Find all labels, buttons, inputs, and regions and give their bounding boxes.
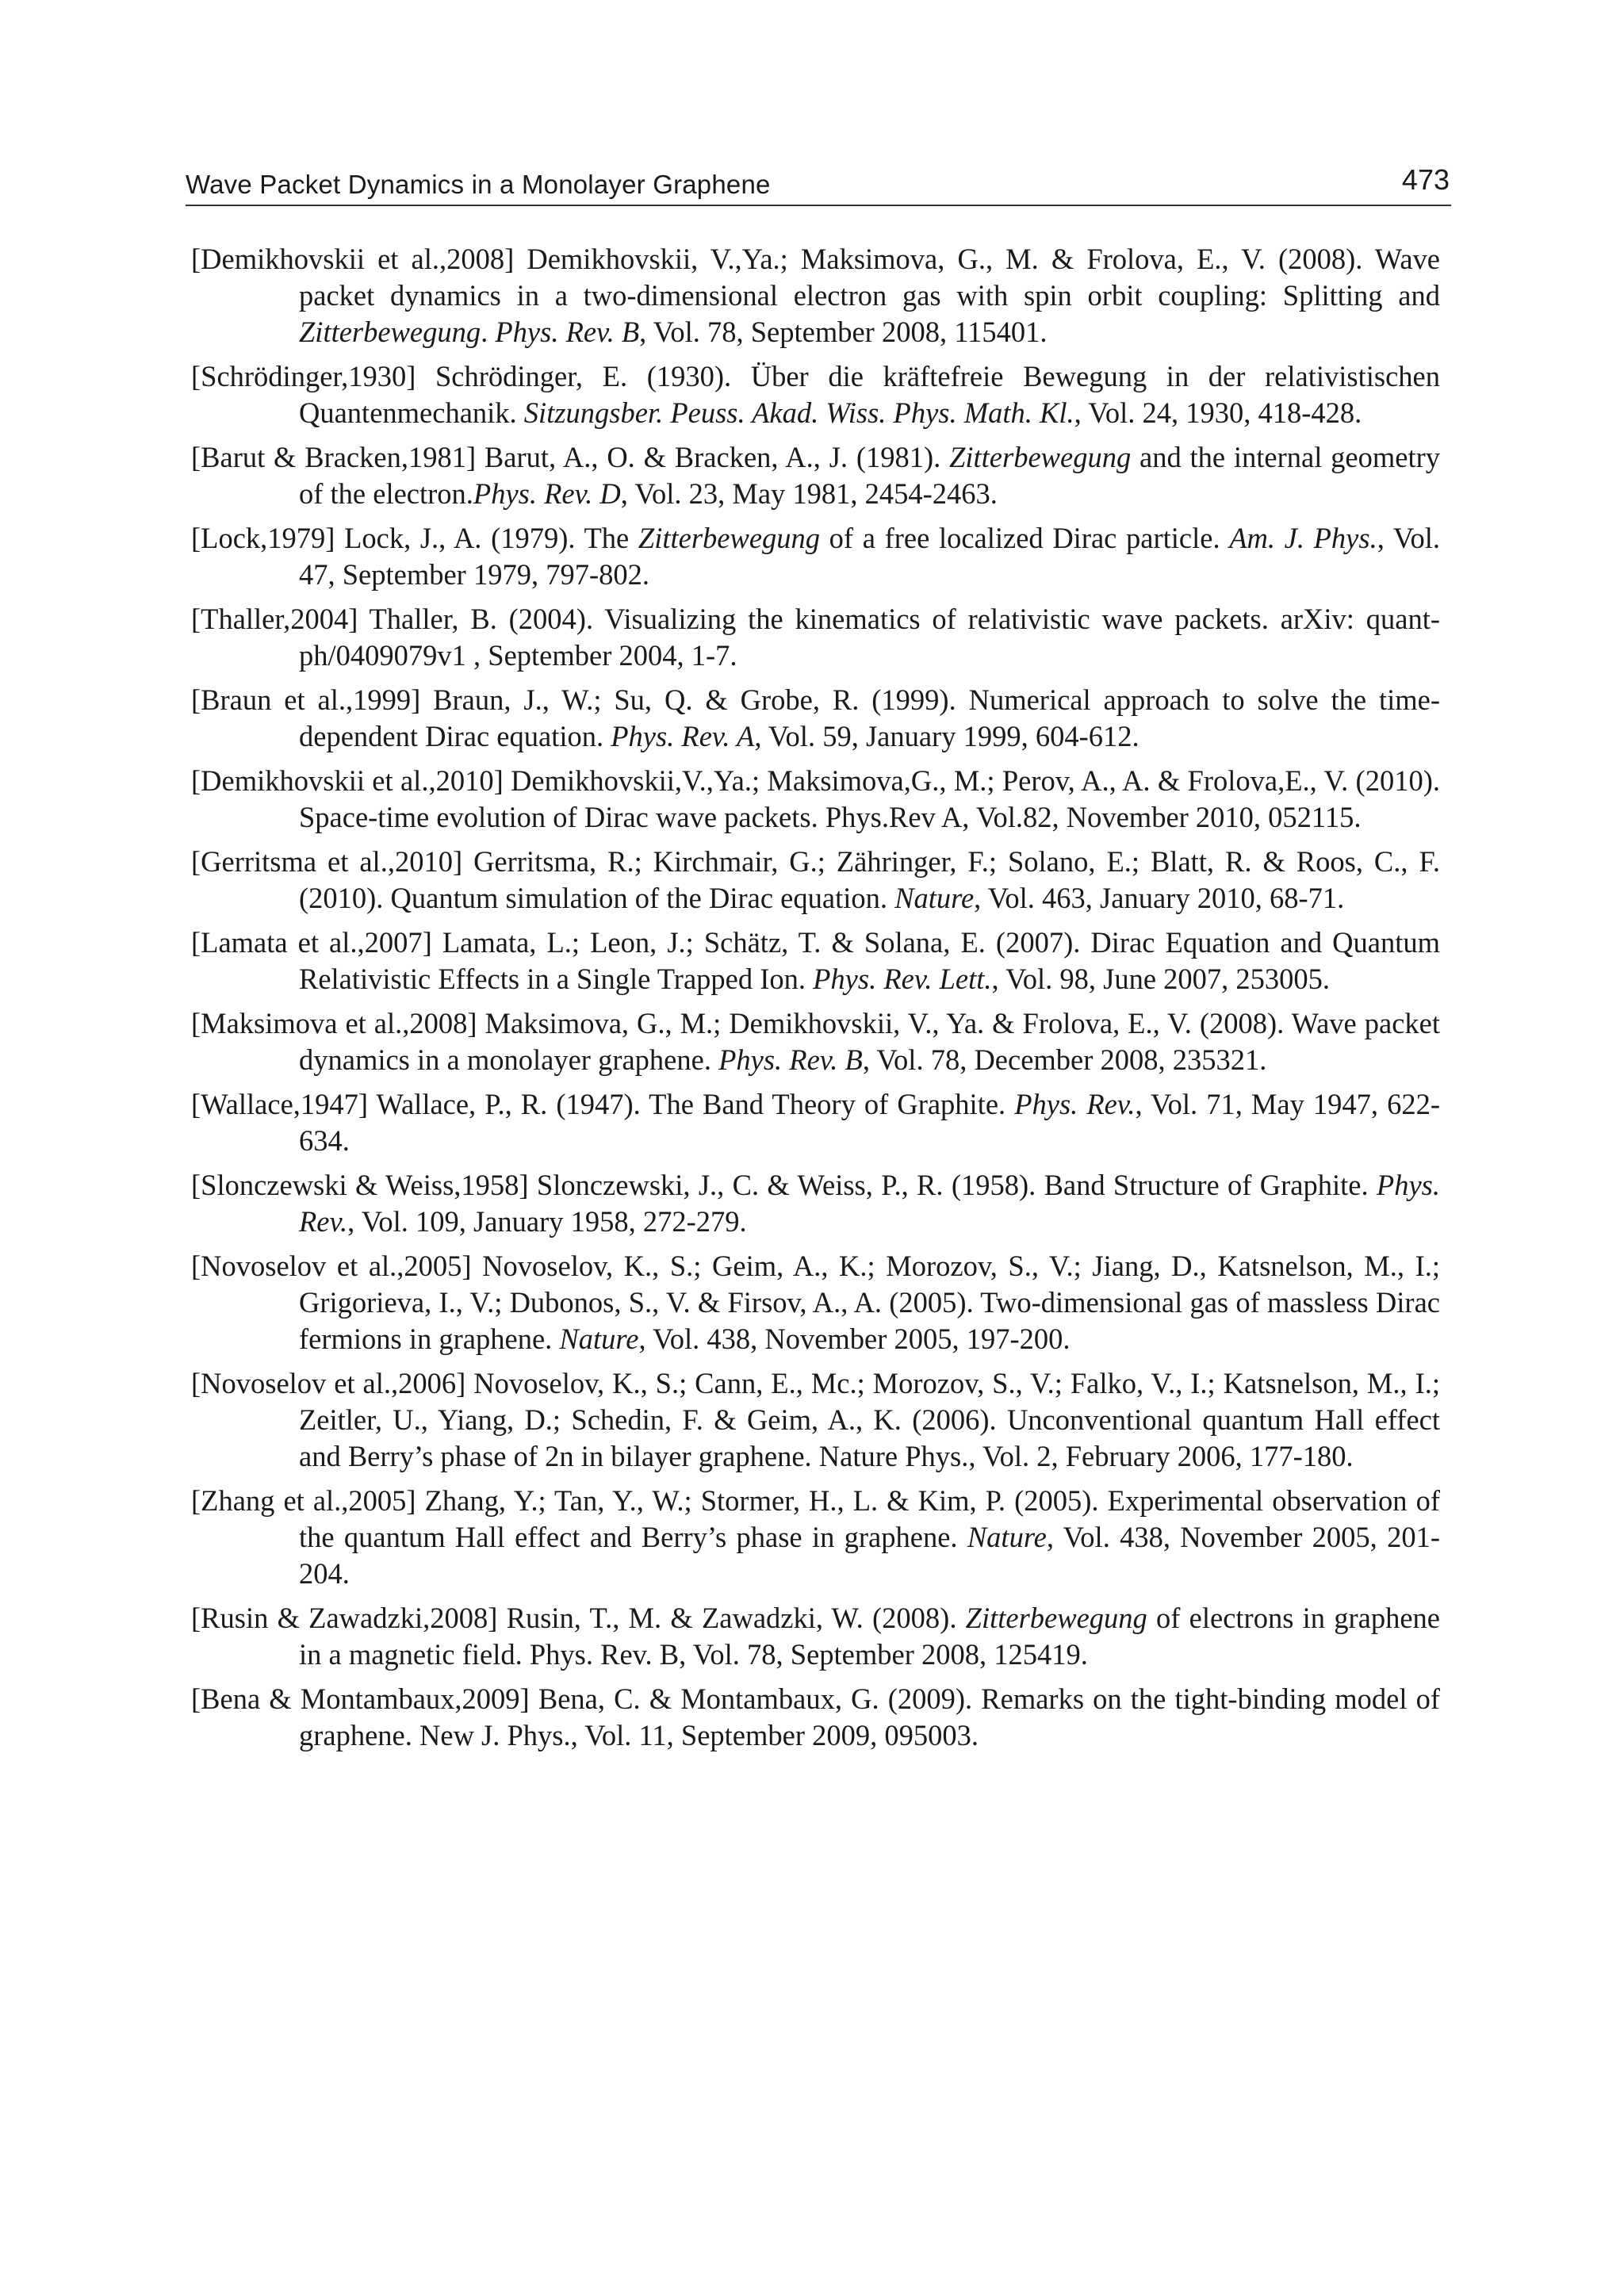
- reference-text: Braun, J., W.; Su, Q. & Grobe, R. (1999). Numerical approach to solve the time-dependent Dirac equation.: [299, 683, 1440, 752]
- reference-key: [Demikhovskii et al.,2008]: [191, 243, 515, 275]
- reference-key: [Bena & Montambaux,2009]: [191, 1682, 530, 1715]
- reference-text: Schrödinger, E. (1930). Über die kräftefreie Bewegung in der relativistischen Quantenmechanik.: [299, 360, 1440, 429]
- reference-entry: [191, 924, 1440, 997]
- reference-italic-text: Am. J. Phys.: [1229, 522, 1377, 554]
- reference-text: Novoselov, K., S.; Geim, A., K.; Morozov, S., V.; Jiang, D., Katsnelson, M., I.; Grigorieva, I., V.; Dubonos, S., V. & Firsov, A., A. (2005). Two-dimensional gas of massless Dirac fermions in graphene.: [299, 1250, 1441, 1355]
- reference-text: Thaller, B. (2004). Visualizing the kinematics of relativistic wave packets. arXiv: quant-ph/0409079v1 , September 2004, 1-7.: [299, 603, 1440, 672]
- page-number: 473: [1401, 163, 1450, 196]
- reference-text: .: [481, 316, 496, 348]
- reference-text: Zhang, Y.; Tan, Y., W.; Stormer, H., L. & Kim, P. (2005). Experimental observation of the quantum Hall effect and Berry’s phase in graphene.: [299, 1484, 1440, 1553]
- reference-entry: [191, 358, 1440, 431]
- reference-italic-text: Nature: [894, 882, 975, 914]
- reference-key: [Lamata et al.,2007]: [191, 926, 432, 959]
- reference-text: of a free localized Dirac particle.: [820, 522, 1230, 554]
- reference-text: of electrons in graphene in a magnetic field. Phys. Rev. B, Vol. 78, September 2008, 125419.: [299, 1602, 1440, 1671]
- reference-text: and the internal geometry of the electron.: [299, 441, 1440, 510]
- reference-key: [Rusin & Zawadzki,2008]: [191, 1602, 498, 1634]
- reference-text: Gerritsma, R.; Kirchmair, G.; Zähringer, F.; Solano, E.; Blatt, R. & Roos, C., F. (2010). Quantum simulation of the Dirac equation.: [299, 845, 1440, 914]
- reference-italic-text: Zitterbewegung: [949, 441, 1132, 473]
- reference-key: [Barut & Bracken,1981]: [191, 441, 477, 473]
- reference-key: [Zhang et al.,2005]: [191, 1484, 416, 1517]
- reference-text: , Vol. 23, May 1981, 2454-2463.: [620, 477, 998, 510]
- reference-entry: [191, 1086, 1440, 1159]
- reference-entry: [191, 1005, 1440, 1078]
- reference-text: Maksimova, G., M.; Demikhovskii, V., Ya. & Frolova, E., V. (2008). Wave packet dynamics in a monolayer graphene.: [299, 1007, 1440, 1076]
- reference-text: Demikhovskii, V.,Ya.; Maksimova, G., M. & Frolova, E., V. (2008). Wave packet dynamics in a two-dimensional electron gas with spin orbit coupling: Splitting and: [299, 243, 1440, 312]
- reference-entry: [191, 1248, 1440, 1357]
- reference-key: [Demikhovskii et al.,2010]: [191, 764, 504, 797]
- reference-text: , Vol. 78, December 2008, 235321.: [862, 1043, 1267, 1076]
- reference-entry: [191, 1365, 1440, 1475]
- reference-text: , Vol. 438, November 2005, 197-200.: [638, 1323, 1071, 1355]
- reference-italic-text: Nature: [559, 1323, 639, 1355]
- reference-text: Slonczewski, J., C. & Weiss, P., R. (1958). Band Structure of Graphite.: [528, 1169, 1377, 1201]
- reference-entry: [191, 241, 1440, 350]
- reference-text: , Vol. 109, January 1958, 272-279.: [347, 1205, 747, 1238]
- reference-entry: [191, 601, 1440, 674]
- reference-entry: [191, 439, 1440, 512]
- reference-text: Demikhovskii,V.,Ya.; Maksimova,G., M.; Perov, A., A. & Frolova,E., V. (2010). Space-time evolution of Dirac wave packets. Phys.Rev A, Vol.82, November 2010, 052115.: [299, 764, 1440, 833]
- reference-italic-text: Sitzungsber. Peuss. Akad. Wiss. Phys. Math. Kl.: [523, 396, 1074, 429]
- reference-entry: [191, 520, 1440, 593]
- reference-italic-text: Phys. Rev. D: [473, 477, 621, 510]
- reference-key: [Wallace,1947]: [191, 1088, 369, 1120]
- reference-italic-text: Zitterbewegung: [965, 1602, 1147, 1634]
- reference-text: Lock, J., A. (1979). The: [335, 522, 638, 554]
- reference-key: [Gerritsma et al.,2010]: [191, 845, 463, 878]
- running-title: Wave Packet Dynamics in a Monolayer Graphene: [186, 170, 771, 199]
- reference-italic-text: Phys. Rev.: [299, 1169, 1440, 1238]
- reference-text: , Vol. 24, 1930, 418-428.: [1074, 396, 1362, 429]
- reference-key: [Thaller,2004]: [191, 603, 358, 635]
- reference-entry: [191, 1681, 1440, 1754]
- reference-text: , Vol. 98, June 2007, 253005.: [991, 963, 1331, 995]
- reference-italic-text: Phys. Rev. B: [718, 1043, 863, 1076]
- reference-text: , Vol. 463, January 2010, 68-71.: [974, 882, 1345, 914]
- reference-key: [Maksimova et al.,2008]: [191, 1007, 477, 1039]
- reference-key: [Slonczewski & Weiss,1958]: [191, 1169, 529, 1201]
- reference-text: , Vol. 71, May 1947, 622-634.: [299, 1088, 1440, 1157]
- reference-italic-text: Phys. Rev.: [1014, 1088, 1136, 1120]
- reference-italic-text: Zitterbewegung: [638, 522, 821, 554]
- reference-text: Lamata, L.; Leon, J.; Schätz, T. & Solana, E. (2007). Dirac Equation and Quantum Relativistic Effects in a Single Trapped Ion.: [299, 926, 1441, 995]
- reference-italic-text: Phys. Rev. B: [495, 316, 640, 348]
- reference-text: Bena, C. & Montambaux, G. (2009). Remarks on the tight-binding model of graphene. New J. Phys., Vol. 11, September 2009, 095003.: [299, 1682, 1440, 1751]
- reference-text: , Vol. 438, November 2005, 201-204.: [299, 1521, 1440, 1590]
- reference-entry: [191, 763, 1440, 836]
- reference-text: Wallace, P., R. (1947). The Band Theory of Graphite.: [368, 1088, 1015, 1120]
- reference-italic-text: Nature: [967, 1521, 1047, 1553]
- reference-key: [Novoselov et al.,2006]: [191, 1367, 466, 1399]
- reference-key: [Novoselov et al.,2005]: [191, 1250, 472, 1282]
- reference-text: Rusin, T., M. & Zawadzki, W. (2008).: [497, 1602, 966, 1634]
- reference-italic-text: Phys. Rev. A: [611, 720, 755, 752]
- reference-entry: [191, 1483, 1440, 1592]
- reference-text: Barut, A., O. & Bracken, A., J. (1981).: [476, 441, 950, 473]
- reference-entry: [191, 1167, 1440, 1240]
- reference-entry: [191, 682, 1440, 755]
- reference-key: [Schrödinger,1930]: [191, 360, 416, 392]
- reference-text: , Vol. 78, September 2008, 115401.: [639, 316, 1048, 348]
- reference-entry: [191, 844, 1440, 917]
- reference-italic-text: Zitterbewegung: [299, 316, 481, 348]
- reference-entry: [191, 1600, 1440, 1673]
- reference-text: , Vol. 59, January 1999, 604-612.: [754, 720, 1139, 752]
- reference-key: [Lock,1979]: [191, 522, 335, 554]
- reference-text: Novoselov, K., S.; Cann, E., Mc.; Morozov, S., V.; Falko, V., I.; Katsnelson, M., I.; Zeitler, U., Yiang, D.; Schedin, F. & Geim, A., K. (2006). Unconventional quantum Hall effect and Berry’s phase of 2n in bilayer graphene. Nature Phys., Vol. 2, February 2006, 177-180.: [299, 1367, 1440, 1472]
- reference-italic-text: Phys. Rev. Lett.: [813, 963, 992, 995]
- reference-text: , Vol. 47, September 1979, 797-802.: [299, 522, 1441, 591]
- reference-key: [Braun et al.,1999]: [191, 683, 421, 716]
- page-header: [186, 159, 1451, 206]
- reference-list: [191, 241, 1440, 1762]
